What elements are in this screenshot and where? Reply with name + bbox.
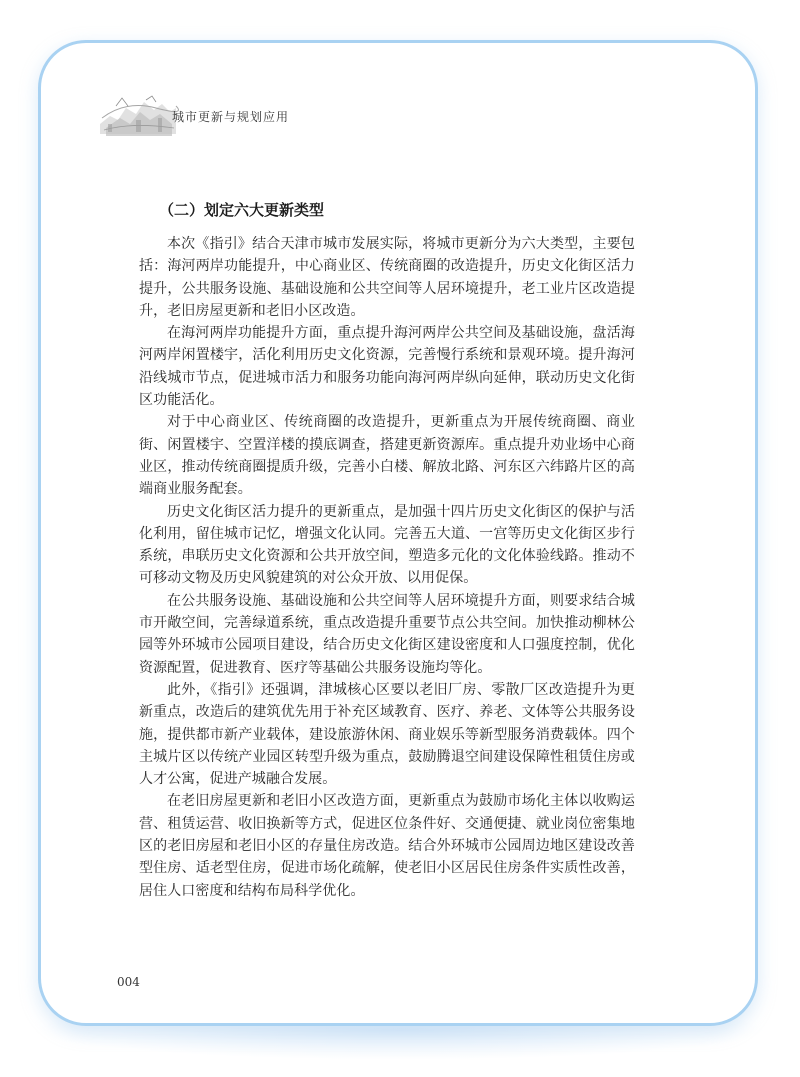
page-number: 004 [117, 975, 140, 989]
paragraph: 此外，《指引》还强调，津城核心区要以老旧厂房、零散厂区改造提升为更新重点，改造后的建筑优先用于补充区域教育、医疗、养老、文体等公共服务设施，提供都市新产业载体，建设旅游休闲、商业娱乐等新型服务消费载体。四个主城片区以传统产业园区转型升级为重点，鼓励腾退空间建设保障性租赁住房或人才公寓，促进产城融合发展。 [139, 681, 635, 788]
running-header [96, 94, 696, 144]
paragraph: 对于中心商业区、传统商圈的改造提升，更新重点为开展传统商圈、商业街、闲置楼宇、空置洋楼的摸底调查，搭建更新资源库。重点提升劝业场中心商业区，推动传统商圈提质升级，完善小白楼、解放北路、河东区六纬路片区的高端商业服务配套。 [139, 414, 635, 498]
paragraph: 历史文化街区活力提升的更新重点，是加强十四片历史文化街区的保护与活化利用，留住城市记忆，增强文化认同。完善五大道、一宫等历史文化街区步行系统，串联历史文化资源和公共开放空间，塑造多元化的文化体验线路。推动不可移动文物及历史风貌建筑的对公众开放、以用促保。 [139, 503, 635, 587]
paragraph: 在公共服务设施、基础设施和公共空间等人居环境提升方面，则要求结合城市开敞空间，完善绿道系统，重点改造提升重要节点公共空间。加快推动柳林公园等外环城市公园项目建设，结合历史文化街区建设密度和人口强度控制，优化资源配置，促进教育、医疗等基础公共服务设施均等化。 [139, 592, 635, 676]
paragraph: 在海河两岸功能提升方面，重点提升海河两岸公共空间及基础设施，盘活海河两岸闲置楼宇，活化利用历史文化资源，完善慢行系统和景观环境。提升海河沿线城市节点，促进城市活力和服务功能向海河两岸纵向延伸，联动历史文化街区功能活化。 [139, 325, 635, 409]
section-title: （二）划定六大更新类型 [159, 201, 325, 219]
paragraph: 本次《指引》结合天津市城市发展实际，将城市更新分为六大类型，主要包括：海河两岸功能提升，中心商业区、传统商圈的改造提升，历史文化街区活力提升，公共服务设施、基础设施和公共空间等人居环境提升，老工业片区改造提升，老旧房屋更新和老旧小区改造。 [139, 236, 635, 319]
paragraph: 在老旧房屋更新和老旧小区改造方面，更新重点为鼓励市场化主体以收购运营、租赁运营、收旧换新等方式，促进区位条件好、交通便捷、就业岗位密集地区的老旧房屋和老旧小区的存量住房改造。结合外环城市公园周边地区建设改善型住房、适老型住房，促进市场化疏解，使老旧小区居民住房条件实质性改善，居住人口密度和结构布局科学优化。 [139, 793, 635, 899]
running-title: 城市更新与规划应用 [172, 110, 290, 124]
body-text [139, 233, 635, 902]
